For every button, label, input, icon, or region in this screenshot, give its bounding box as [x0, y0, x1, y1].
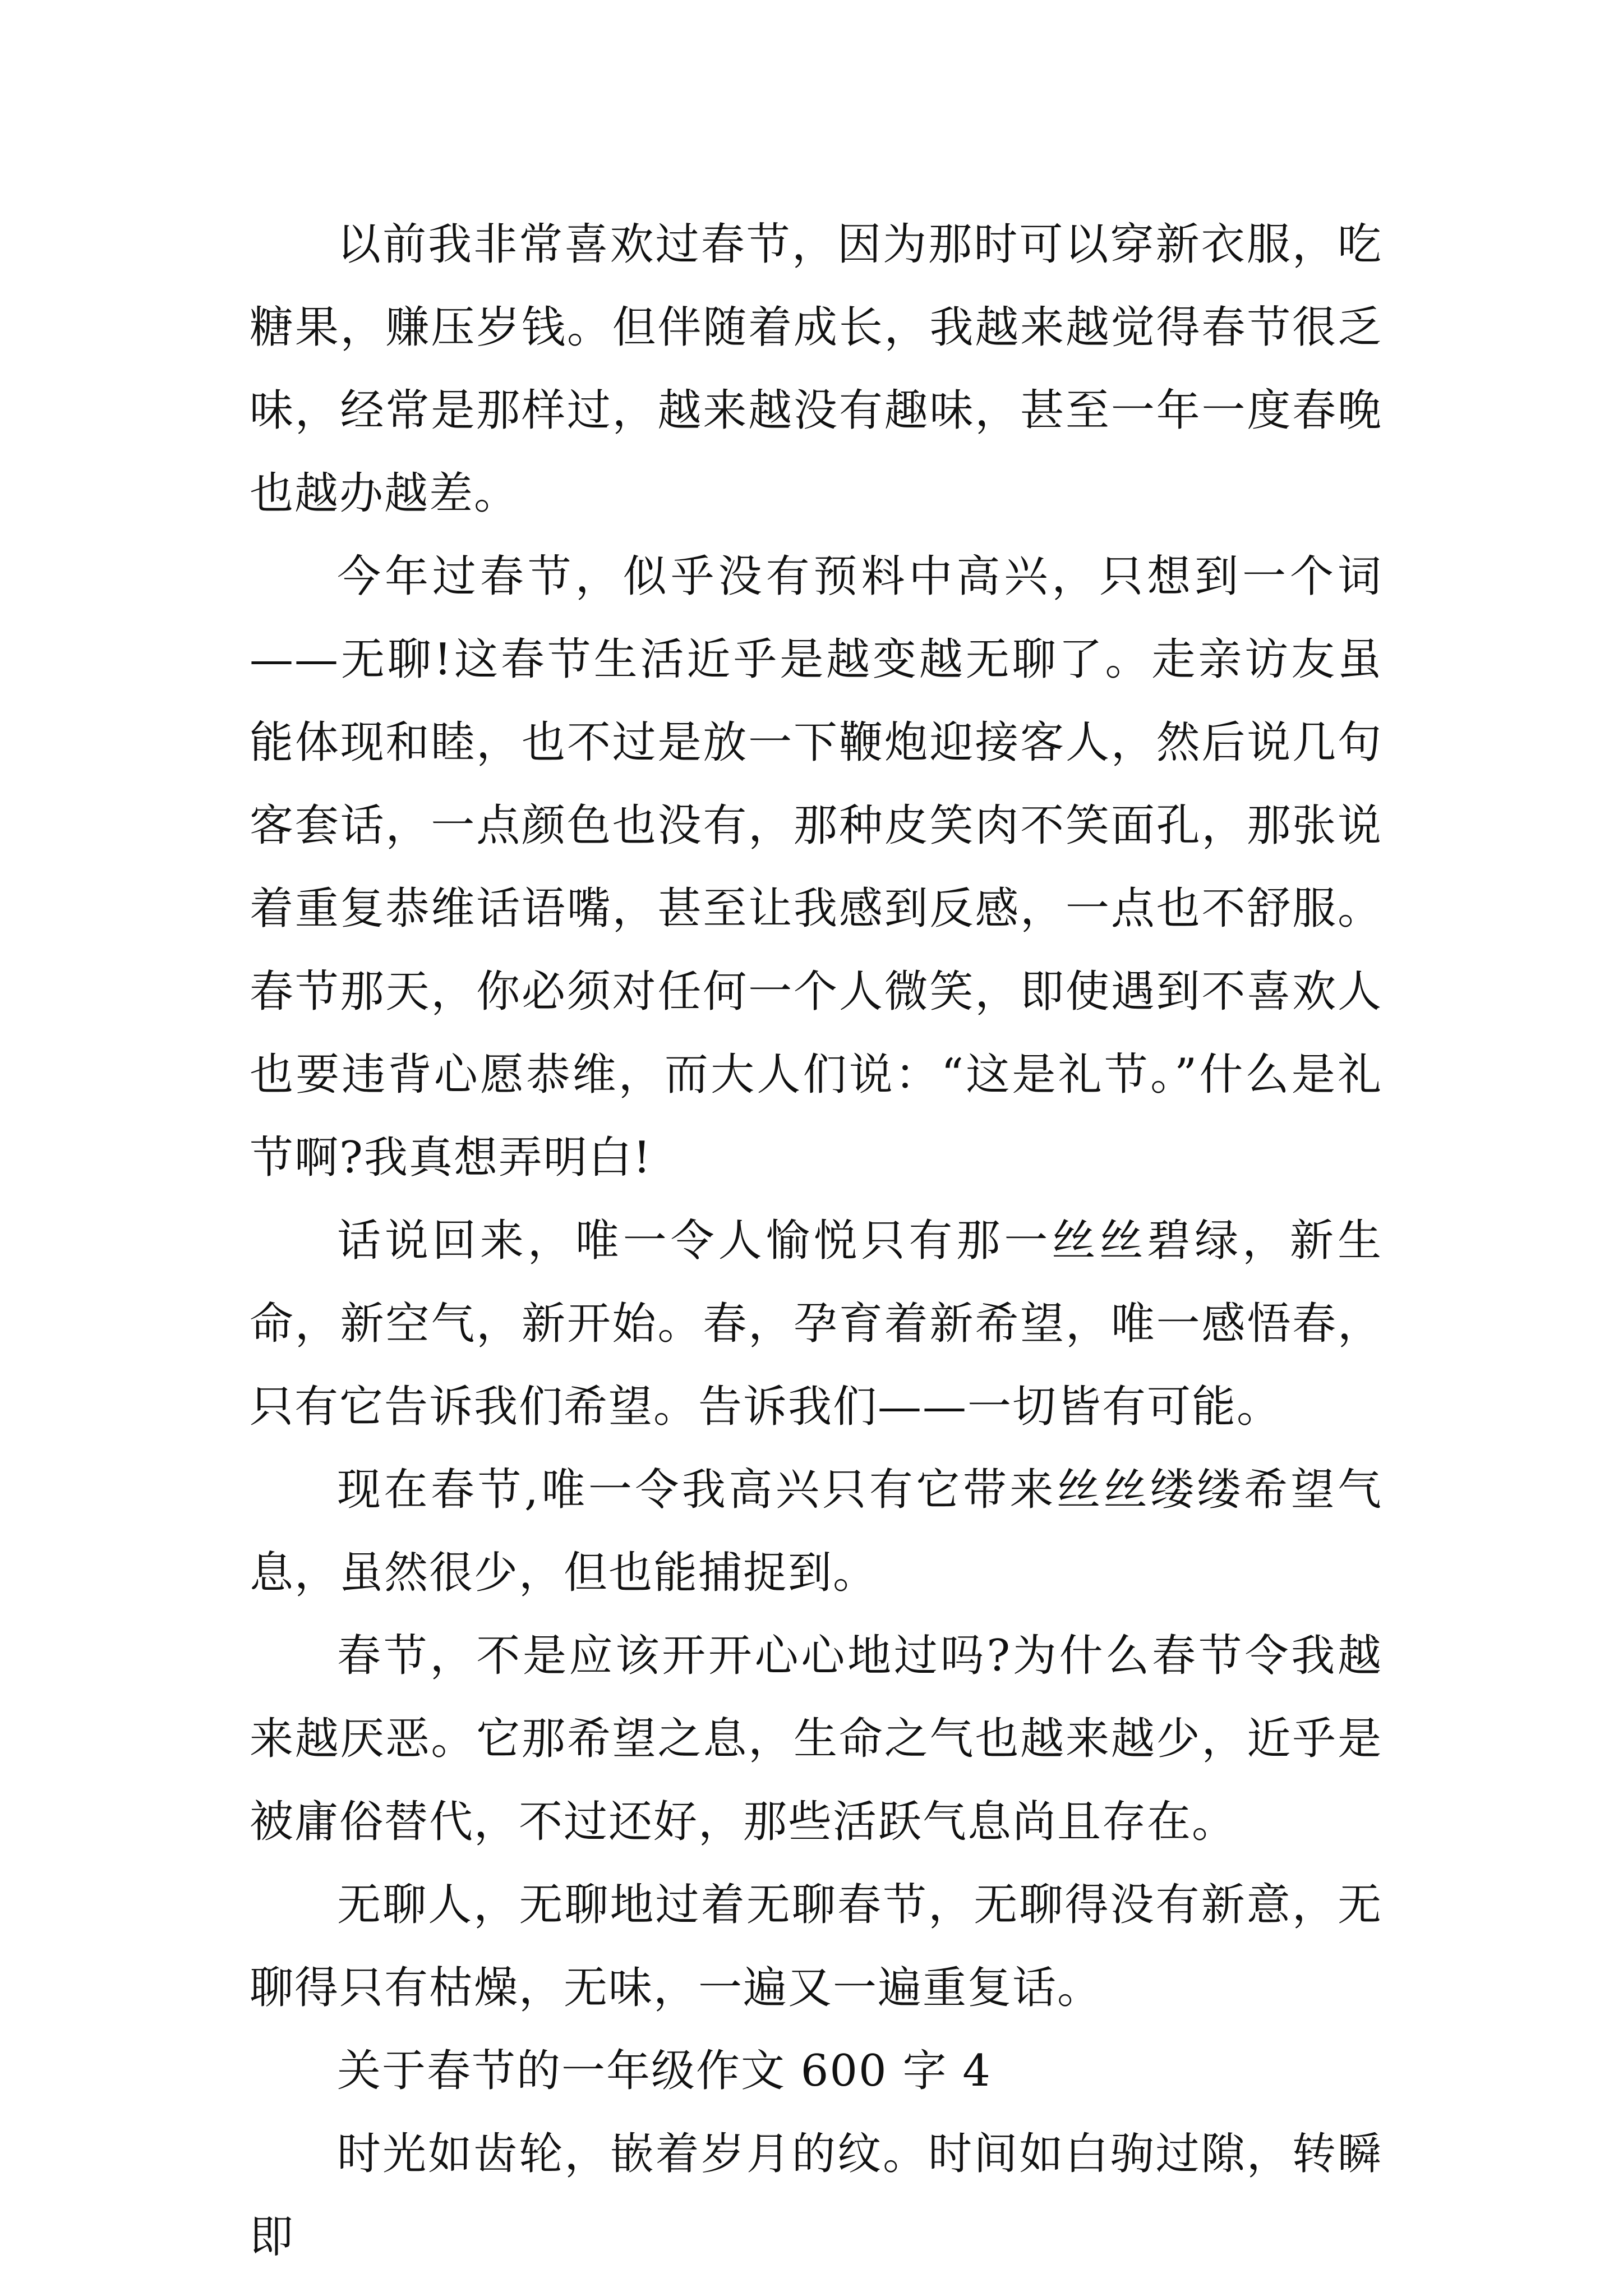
paragraph-7: 时光如齿轮，嵌着岁月的纹。时间如白驹过隙，转瞬即 [250, 2129, 1382, 2262]
paragraph-6: 无聊人，无聊地过着无聊春节，无聊得没有新意，无聊得只有枯燥，无味，一遍又一遍重复话。 [250, 1880, 1382, 2013]
document-body [250, 203, 1382, 2279]
section-heading: 关于春节的一年级作文 600 字 4 [337, 2046, 992, 2096]
paragraph-2: 今年过春节，似乎没有预料中高兴，只想到一个词——无聊!这春节生活近乎是越变越无聊了。走亲访友虽能体现和睦，也不过是放一下鞭炮迎接客人，然后说几句客套话，一点颜色也没有，那种皮笑肉不笑面孔，那张说着重复恭维话语嘴，甚至让我感到反感，一点也不舒服。春节那天，你必须对任何一个人微笑，即使遇到不喜欢人也要违背心愿恭维，而大人们说：“这是礼节。”什么是礼节啊?我真想弄明白! [250, 551, 1382, 1183]
paragraph-5: 春节，不是应该开开心心地过吗?为什么春节令我越来越厌恶。它那希望之息，生命之气也越来越少，近乎是被庸俗替代，不过还好，那些活跃气息尚且存在。 [250, 1631, 1382, 1847]
paragraph-1: 以前我非常喜欢过春节，因为那时可以穿新衣服，吃糖果，赚压岁钱。但伴随着成长，我越来越觉得春节很乏味，经常是那样过，越来越没有趣味，甚至一年一度春晚也越办越差。 [250, 219, 1382, 519]
paragraph-4: 现在春节,唯一令我高兴只有它带来丝丝缕缕希望气息，虽然很少，但也能捕捉到。 [250, 1465, 1382, 1598]
paragraph-3: 话说回来，唯一令人愉悦只有那一丝丝碧绿，新生命，新空气，新开始。春，孕育着新希望，唯一感悟春，只有它告诉我们希望。告诉我们——一切皆有可能。 [250, 1216, 1382, 1432]
